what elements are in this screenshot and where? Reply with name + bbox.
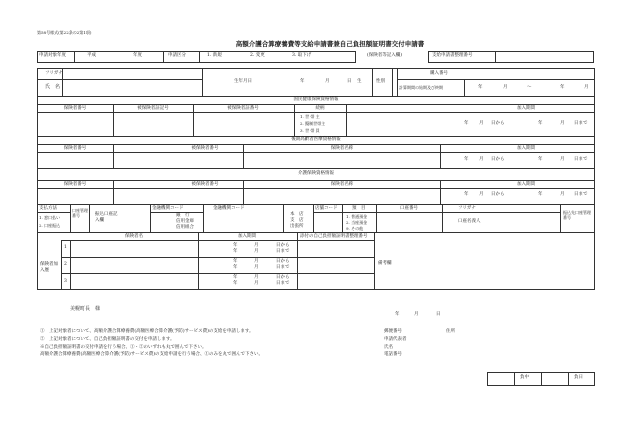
period-tilde: ～: [527, 85, 532, 90]
ltc-period-start-month: 月: [479, 192, 484, 197]
birth-born-unit: 生: [357, 79, 362, 84]
insurer-note: (保険者等記入欄): [367, 53, 403, 58]
hist2-start-month: 月: [254, 259, 259, 264]
nhi-col-insurer-no: 保険者番号: [63, 106, 87, 111]
hist1-end-month: 月: [254, 249, 259, 254]
statement-1: ① 上記対象者について、高額介護合算療養費(高額医療合算介護(予防)サービス費)の支給を申請します。: [40, 329, 254, 334]
year-suffix: 年度: [133, 53, 142, 58]
relation-member[interactable]: 3. 世 帯 員: [300, 128, 320, 133]
ltc-period-until: 日まで: [574, 192, 588, 197]
hist1-until: 日まで: [276, 249, 290, 254]
history-col-period: 加入期間: [238, 234, 256, 239]
elderly-col-insurer-name: 保険者名称: [330, 146, 354, 151]
nhi-period-start-month: 月: [479, 121, 484, 126]
date-year: 年: [395, 312, 400, 317]
nhi-col-card-symbol: 被保険者証記号: [137, 106, 169, 111]
ltc-period-start-year: 年: [464, 192, 469, 197]
ltc-col-insurer-no: 保険者番号: [63, 182, 87, 187]
period-end-month: 月: [584, 85, 589, 90]
deposit-other[interactable]: 9. その他: [346, 226, 364, 231]
elderly-col-period: 加入期間: [517, 146, 535, 151]
hist3-start-year: 年: [233, 275, 238, 280]
ltc-period-end-year: 年: [538, 192, 543, 197]
fin-code-header: 金融機関コード: [213, 206, 245, 211]
mayor-address: 美幌町長 様: [70, 306, 101, 312]
ltc-period-end-month: 月: [560, 192, 565, 197]
nhi-period-end-year: 年: [538, 121, 543, 126]
birth-month-unit: 月: [325, 79, 330, 84]
birth-day-unit: 日: [347, 79, 352, 84]
elderly-col-insurer-no: 保険者番号: [63, 146, 87, 151]
period-label: 計算期間の始期及び終期: [399, 85, 443, 90]
relation-head[interactable]: 1. 世 帯 主: [300, 114, 320, 119]
option-new[interactable]: 1. 新規: [207, 53, 222, 58]
nhi-period-from: 日から: [491, 121, 505, 126]
ltc-period-from: 日から: [491, 192, 505, 197]
hist3-until: 日まで: [276, 281, 290, 286]
statement-3: ※自己負担額証明書の交付申請を行う場合、①・②のいずれも丸で囲んで下さい。: [40, 345, 207, 350]
hist1-start-month: 月: [254, 243, 259, 248]
nhi-period-until: 日まで: [574, 121, 588, 126]
account-fill-label: 振込口座記入欄: [95, 212, 118, 224]
ltc-col-insurer-name: 保険者名称: [330, 182, 354, 187]
statement-2: ② 上記対象者について、自己負担額証明書の交付を申請します。: [40, 337, 175, 342]
nhi-col-card-number: 被保険者証番号: [227, 106, 259, 111]
history-col-cert-no: 添付の自己負担額証明書整理番号: [300, 234, 368, 239]
deposit-current[interactable]: 2. 当座預金: [346, 220, 368, 225]
contact-address: 住所: [446, 329, 455, 334]
applicant-name-label: 氏 名: [45, 84, 61, 90]
stamp-label-2: 負日: [574, 375, 583, 380]
contact-rep: 申請代表者: [384, 337, 407, 342]
date-month: 月: [414, 312, 419, 317]
history-row-3: 3: [64, 279, 67, 284]
holder-label: 口座名義人: [458, 219, 481, 224]
dest-code-label: 振込先口座管理番号: [563, 210, 591, 221]
hist1-from: 日から: [276, 243, 290, 248]
nhi-section-title: 国民健康保険資格情報: [293, 97, 339, 102]
elderly-period-start-month: 月: [479, 157, 484, 162]
account-no-label: 口座番号: [400, 206, 418, 211]
history-row-1: 1: [64, 245, 67, 250]
category-label: 申請区分: [168, 53, 186, 58]
hist3-end-year: 年: [233, 281, 238, 286]
applicant-furigana-label: フリガナ: [45, 71, 63, 76]
deposit-ordinary[interactable]: 1. 普通預金: [346, 214, 368, 219]
birth-year-unit: 年: [300, 79, 305, 84]
target-year-label: 申請対象年度: [39, 53, 66, 58]
history-row-2: 2: [64, 262, 67, 267]
payment-method-label: 支払方法: [39, 206, 57, 211]
relation-quasi-head[interactable]: 2. 擬制世帯主: [300, 121, 326, 126]
era-label: 平成: [87, 53, 96, 58]
hist2-until: 日まで: [276, 265, 290, 270]
deposit-label: 預 目: [352, 206, 366, 211]
elderly-col-insured-no: 被保険者番号: [191, 146, 219, 151]
statement-4: 高額介護合算療養費(高額医療合算介護(予防)サービス費)の支給申請を行う場合、①のみを丸で囲んで下さい。: [40, 352, 264, 357]
hist3-start-month: 月: [254, 275, 259, 280]
elderly-period-start-year: 年: [464, 157, 469, 162]
option-withdraw[interactable]: 3. 取下げ: [292, 53, 312, 58]
elderly-period-end-month: 月: [560, 157, 565, 162]
elderly-period-until: 日まで: [574, 157, 588, 162]
option-change[interactable]: 2. 変更: [250, 53, 265, 58]
bank-type-bank[interactable]: 銀 行: [176, 213, 190, 218]
bank-type-kumiai[interactable]: 信用組合: [176, 225, 194, 230]
purchase-no-label: 購入番号: [430, 71, 448, 76]
receipt-no-label: 口座管理番号: [72, 208, 88, 219]
hist2-start-year: 年: [233, 259, 238, 264]
contact-postal: 郵便番号: [384, 329, 402, 334]
ltc-col-insured-no: 被保険者番号: [191, 182, 219, 187]
history-side-label: 保険者加入歴: [40, 262, 58, 274]
ltc-section-title: 介護保険資格情報: [298, 171, 334, 176]
holder-furigana-label: フリガナ: [458, 206, 476, 211]
period-end-year: 年: [560, 85, 565, 90]
elderly-period-from: 日から: [491, 157, 505, 162]
branch-type-head[interactable]: 本 店: [290, 212, 304, 217]
hist3-from: 日から: [276, 275, 290, 280]
branch-type-branch[interactable]: 支 店: [290, 218, 304, 223]
stamp-label-1: 負中: [520, 375, 529, 380]
contact-phone: 電話番号: [384, 352, 402, 357]
hist2-end-year: 年: [233, 265, 238, 270]
form-number: 第58号様式(第22条の2第1項): [37, 30, 92, 35]
hist2-from: 日から: [276, 259, 290, 264]
hist1-end-year: 年: [233, 249, 238, 254]
period-start-month: 月: [503, 85, 508, 90]
nhi-col-period: 加入期間: [517, 106, 535, 111]
date-day: 日: [436, 312, 441, 317]
nhi-col-relation: 続柄: [315, 106, 325, 111]
remarks-label: 備考欄: [378, 261, 392, 266]
branch-type-sub[interactable]: 出張所: [290, 224, 304, 229]
payment-no-label: 支給申請書整理番号: [432, 53, 473, 58]
hist3-end-month: 月: [254, 281, 259, 286]
bank-type-shinkin[interactable]: 信用金庫: [176, 219, 194, 224]
elderly-section-title: 後期高齢者医療資格情報: [291, 137, 341, 142]
method-transfer[interactable]: 2. 口座振込: [39, 223, 61, 228]
history-col-insurer-name: 保険者名: [125, 234, 143, 239]
nhi-period-end-month: 月: [560, 121, 565, 126]
elderly-period-end-year: 年: [538, 157, 543, 162]
hist1-start-year: 年: [233, 243, 238, 248]
birth-label: 生年月日: [234, 79, 252, 84]
method-counter[interactable]: 1. 窓口払い: [39, 215, 61, 220]
fin-code-label: 金融機関コード: [152, 206, 184, 211]
sex-label: 性別: [376, 79, 385, 84]
form-title: 高額介護合算療養費等支給申請書兼自己負担額証明書交付申請書: [235, 40, 425, 48]
contact-name: 氏名: [384, 345, 393, 350]
branch-code-label: 店舗コード: [315, 206, 338, 211]
ltc-col-period: 加入期間: [517, 182, 535, 187]
hist2-end-month: 月: [254, 265, 259, 270]
nhi-period-start-year: 年: [464, 121, 469, 126]
period-start-year: 年: [478, 85, 483, 90]
